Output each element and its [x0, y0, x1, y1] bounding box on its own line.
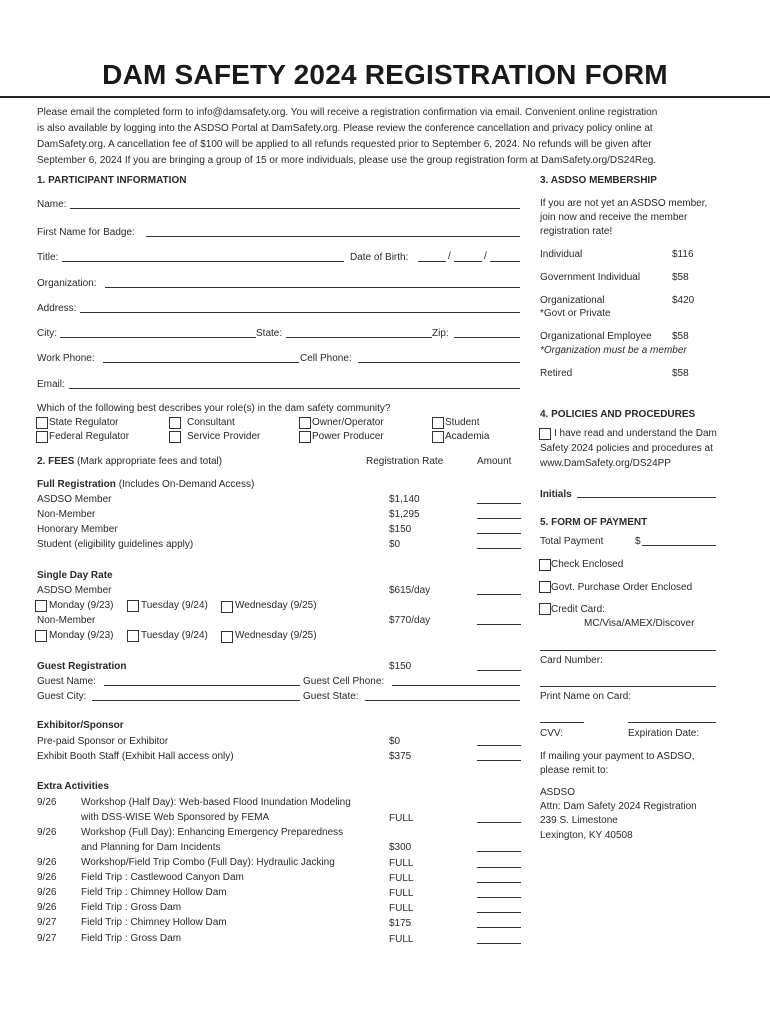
- activity-label: Workshop/Field Trip Combo (Full Day): Hydraulic Jacking: [81, 857, 335, 868]
- full-registration-heading: [37, 478, 254, 491]
- membership-organizational-label: Organizational: [540, 295, 605, 306]
- activity-label: and Planning for Dam Incidents: [81, 842, 221, 853]
- activity-rate: FULL: [389, 813, 414, 824]
- policies-text: Safety 2024 policies and procedures at: [540, 443, 713, 454]
- work-phone-field[interactable]: [103, 362, 299, 363]
- amount-column-header: Amount: [477, 456, 512, 467]
- guest-cell-field[interactable]: [392, 685, 520, 686]
- fees-heading-note: (Mark appropriate fees and total): [77, 456, 223, 467]
- fee-rate: $0: [389, 736, 401, 747]
- name-label: Name:: [37, 199, 67, 210]
- policies-heading: 4. POLICIES AND PROCEDURES: [540, 409, 696, 420]
- activity-label: Field Trip : Chimney Hollow Dam: [81, 917, 227, 928]
- activity-label: Workshop (Full Day): Enhancing Emergency Preparedness: [81, 827, 344, 838]
- fee-label: Non-Member: [37, 509, 96, 520]
- wednesday-label: Wednesday (9/25): [235, 630, 317, 641]
- city-field[interactable]: [60, 337, 256, 338]
- mailing-address-line: Attn: Dam Safety 2024 Registration: [540, 801, 697, 812]
- email-field[interactable]: [69, 388, 520, 389]
- academia-label: Academia: [445, 431, 490, 442]
- fee-label: Honorary Member: [37, 524, 118, 535]
- full-registration-title: Full Registration: [37, 479, 116, 490]
- dob-month-field[interactable]: [418, 261, 446, 262]
- amount-field[interactable]: [477, 594, 521, 595]
- total-payment-field[interactable]: [642, 545, 716, 546]
- academia-checkbox[interactable]: [432, 431, 444, 443]
- cvv-label: CVV:: [540, 728, 563, 739]
- mailing-address-line: 239 S. Limestone: [540, 815, 618, 826]
- organization-label: Organization:: [37, 278, 97, 289]
- membership-intro: If you are not yet an ASDSO member,: [540, 198, 708, 209]
- badge-name-field[interactable]: [146, 236, 520, 237]
- total-payment-label: Total Payment: [540, 536, 604, 547]
- mailing-address-line: Lexington, KY 40508: [540, 830, 633, 841]
- fee-rate: $150: [389, 524, 412, 535]
- fee-label: ASDSO Member: [37, 494, 112, 505]
- guest-registration-heading: Guest Registration: [37, 661, 127, 672]
- role-question: Which of the following best describes your role(s) in the dam safety community?: [37, 403, 391, 414]
- membership-individual-price: $116: [672, 249, 694, 260]
- activity-label: Field Trip : Gross Dam: [81, 902, 182, 913]
- membership-employee-price: $58: [672, 331, 689, 342]
- card-types: MC/Visa/AMEX/Discover: [584, 618, 695, 629]
- organization-field[interactable]: [105, 287, 520, 288]
- activity-rate: FULL: [389, 934, 414, 945]
- membership-organizational-price: $420: [672, 295, 695, 306]
- guest-name-field[interactable]: [104, 685, 300, 686]
- activity-date: 9/26: [37, 872, 57, 883]
- total-payment-currency: $: [635, 536, 641, 547]
- federal-regulator-label: Federal Regulator: [49, 431, 130, 442]
- rate-column-header: Registration Rate: [366, 456, 444, 467]
- card-number-field[interactable]: [540, 686, 716, 687]
- amount-field[interactable]: [477, 927, 521, 928]
- monday-label: Monday (9/23): [49, 630, 114, 641]
- amount-field[interactable]: [477, 760, 521, 761]
- fee-rate: $1,295: [389, 509, 420, 520]
- participant-heading: 1. PARTICIPANT INFORMATION: [37, 175, 187, 186]
- wednesday-member-checkbox[interactable]: [221, 601, 233, 613]
- service-provider-checkbox[interactable]: [169, 431, 181, 443]
- expiration-label: Expiration Date:: [628, 728, 700, 739]
- owner-operator-label: Owner/Operator: [312, 417, 384, 428]
- student-label: Student: [445, 417, 480, 428]
- amount-field[interactable]: [477, 670, 521, 671]
- amount-field[interactable]: [477, 882, 521, 883]
- membership-retired-label: Retired: [540, 368, 573, 379]
- cell-phone-label: Cell Phone:: [300, 353, 352, 364]
- purchase-order-checkbox[interactable]: [539, 581, 551, 593]
- check-enclosed-label: Check Enclosed: [551, 559, 624, 570]
- single-day-heading: Single Day Rate: [37, 570, 113, 581]
- address-label: Address:: [37, 303, 77, 314]
- credit-card-checkbox[interactable]: [539, 603, 551, 615]
- amount-field[interactable]: [477, 851, 521, 852]
- form-title: DAM SAFETY 2024 REGISTRATION FORM: [102, 59, 668, 90]
- wednesday-nonmember-checkbox[interactable]: [221, 631, 233, 643]
- power-producer-checkbox[interactable]: [299, 431, 311, 443]
- state-field[interactable]: [286, 337, 432, 338]
- title-divider: [0, 96, 770, 98]
- dob-year-field[interactable]: [490, 261, 520, 262]
- fee-rate: $1,140: [389, 494, 420, 505]
- guest-state-field[interactable]: [365, 700, 520, 701]
- tuesday-label: Tuesday (9/24): [141, 630, 208, 641]
- tuesday-label: Tuesday (9/24): [141, 600, 208, 611]
- city-label: City:: [37, 328, 57, 339]
- policies-text: I have read and understand the Dam: [554, 428, 717, 439]
- student-checkbox[interactable]: [432, 417, 444, 429]
- amount-field[interactable]: [477, 503, 521, 504]
- state-regulator-label: State Regulator: [49, 417, 119, 428]
- intro-line: is also available by logging into the ASDSO Portal at DamSafety.org. Please review the conference cancellation and privacy policy online at: [37, 123, 653, 134]
- tuesday-nonmember-checkbox[interactable]: [127, 630, 139, 642]
- cell-phone-field[interactable]: [358, 362, 520, 363]
- credit-card-label: Credit Card:: [551, 604, 605, 615]
- intro-line: DamSafety.org. A cancellation fee of $100 will be applied to all refunds requested prior to September 6, 2024. No refunds will be given after: [37, 139, 652, 150]
- fees-heading: 2. FEES: [37, 456, 75, 467]
- intro-paragraph: [37, 105, 737, 169]
- policies-url: www.DamSafety.org/DS24PP: [540, 458, 671, 469]
- zip-field[interactable]: [454, 337, 520, 338]
- activity-date: 9/26: [37, 797, 57, 808]
- owner-operator-checkbox[interactable]: [299, 417, 311, 429]
- consultant-label: Consultant: [187, 417, 235, 428]
- initials-field[interactable]: [577, 497, 716, 498]
- title-field[interactable]: [62, 261, 344, 262]
- activity-label: with DSS-WISE Web Sponsored by FEMA: [81, 812, 270, 823]
- dob-day-field[interactable]: [454, 261, 482, 262]
- federal-regulator-checkbox[interactable]: [36, 431, 48, 443]
- activity-label: Field Trip : Chimney Hollow Dam: [81, 887, 227, 898]
- amount-field[interactable]: [477, 943, 521, 944]
- service-provider-label: Service Provider: [187, 431, 261, 442]
- activity-rate: FULL: [389, 888, 414, 899]
- consultant-checkbox[interactable]: [169, 417, 181, 429]
- fee-label: Exhibit Booth Staff (Exhibit Hall access only): [37, 751, 234, 762]
- exhibitor-heading: Exhibitor/Sponsor: [37, 720, 124, 731]
- fee-rate: $375: [389, 751, 412, 762]
- activity-label: Field Trip : Gross Dam: [81, 933, 182, 944]
- activity-rate: FULL: [389, 873, 414, 884]
- amount-field[interactable]: [477, 533, 521, 534]
- membership-retired-price: $58: [672, 368, 689, 379]
- name-field[interactable]: [70, 208, 520, 209]
- activity-rate: $300: [389, 842, 412, 853]
- membership-organizational-note: *Govt or Private: [540, 308, 611, 319]
- state-label: State:: [256, 328, 283, 339]
- monday-label: Monday (9/23): [49, 600, 114, 611]
- guest-name-label: Guest Name:: [37, 676, 96, 687]
- amount-field[interactable]: [477, 912, 521, 913]
- mail-instructions: If mailing your payment to ASDSO,: [540, 751, 695, 762]
- activity-date: 9/26: [37, 827, 57, 838]
- fee-label: Student (eligibility guidelines apply): [37, 539, 194, 550]
- intro-line: September 6, 2024 If you are bringing a group of 15 or more individuals, please use the group registration form at DamSafety.org/DS24Reg.: [37, 155, 657, 166]
- amount-field[interactable]: [477, 518, 521, 519]
- intro-line: Please email the completed form to info@damsafety.org. You will receive a registration confirmation via email. Convenient online registration: [37, 107, 658, 118]
- activity-rate: $175: [389, 918, 412, 929]
- membership-heading: 3. ASDSO MEMBERSHIP: [540, 175, 657, 186]
- address-field[interactable]: [80, 312, 520, 313]
- membership-intro: registration rate!: [540, 226, 613, 237]
- work-phone-label: Work Phone:: [37, 353, 95, 364]
- extra-activities-heading: Extra Activities: [37, 781, 109, 792]
- guest-state-label: Guest State:: [303, 691, 359, 702]
- activity-label: Field Trip : Castlewood Canyon Dam: [81, 872, 244, 883]
- amount-field[interactable]: [477, 745, 521, 746]
- card-number-label: Card Number:: [540, 655, 603, 666]
- single-day-nonmember-label: Non-Member: [37, 615, 96, 626]
- tuesday-member-checkbox[interactable]: [127, 600, 139, 612]
- cvv-field[interactable]: [540, 722, 584, 723]
- single-day-member-rate: $615/day: [389, 585, 431, 596]
- guest-city-label: Guest City:: [37, 691, 87, 702]
- amount-field[interactable]: [477, 548, 521, 549]
- mail-instructions: please remit to:: [540, 765, 609, 776]
- activity-date: 9/26: [37, 857, 57, 868]
- guest-city-field[interactable]: [92, 700, 300, 701]
- activity-date: 9/27: [37, 917, 57, 928]
- activity-rate: FULL: [389, 858, 414, 869]
- badge-name-label: First Name for Badge:: [37, 227, 135, 238]
- membership-individual-label: Individual: [540, 249, 583, 260]
- membership-intro: join now and receive the member: [540, 212, 688, 223]
- dob-separator: /: [448, 251, 451, 262]
- power-producer-label: Power Producer: [312, 431, 384, 442]
- email-label: Email:: [37, 379, 65, 390]
- fees-heading-row: [37, 455, 222, 468]
- guest-cell-label: Guest Cell Phone:: [303, 676, 385, 687]
- activity-label: Workshop (Half Day): Web-based Flood Inundation Modeling: [81, 797, 351, 808]
- membership-government-label: Government Individual: [540, 272, 641, 283]
- activity-date: 9/26: [37, 902, 57, 913]
- guest-rate: $150: [389, 661, 412, 672]
- amount-field[interactable]: [477, 822, 521, 823]
- amount-field[interactable]: [477, 897, 521, 898]
- full-registration-note: (Includes On-Demand Access): [118, 479, 255, 490]
- activity-rate: FULL: [389, 903, 414, 914]
- single-day-member-label: ASDSO Member: [37, 585, 112, 596]
- policies-agree-checkbox[interactable]: [539, 428, 551, 440]
- membership-employee-label: Organizational Employee: [540, 331, 652, 342]
- activity-date: 9/27: [37, 933, 57, 944]
- expiration-field[interactable]: [628, 722, 716, 723]
- fee-label: Pre-paid Sponsor or Exhibitor: [37, 736, 169, 747]
- purchase-order-label: Govt. Purchase Order Enclosed: [551, 582, 693, 593]
- membership-employee-note: *Organization must be a member: [540, 345, 687, 356]
- single-day-nonmember-rate: $770/day: [389, 615, 431, 626]
- card-divider-line: [540, 650, 716, 651]
- payment-heading: 5. FORM OF PAYMENT: [540, 517, 648, 528]
- monday-member-checkbox[interactable]: [35, 600, 47, 612]
- monday-nonmember-checkbox[interactable]: [35, 630, 47, 642]
- wednesday-label: Wednesday (9/25): [235, 600, 317, 611]
- activity-date: 9/26: [37, 887, 57, 898]
- amount-field[interactable]: [477, 624, 521, 625]
- state-regulator-checkbox[interactable]: [36, 417, 48, 429]
- zip-label: Zip:: [432, 328, 449, 339]
- title-label: Title:: [37, 252, 59, 263]
- initials-label: Initials: [540, 489, 572, 500]
- amount-field[interactable]: [477, 867, 521, 868]
- print-name-label: Print Name on Card:: [540, 691, 632, 702]
- mailing-address-line: ASDSO: [540, 787, 576, 798]
- fee-rate: $0: [389, 539, 401, 550]
- membership-government-price: $58: [672, 272, 689, 283]
- dob-label: Date of Birth:: [350, 252, 409, 263]
- check-enclosed-checkbox[interactable]: [539, 559, 551, 571]
- dob-separator: /: [484, 251, 487, 262]
